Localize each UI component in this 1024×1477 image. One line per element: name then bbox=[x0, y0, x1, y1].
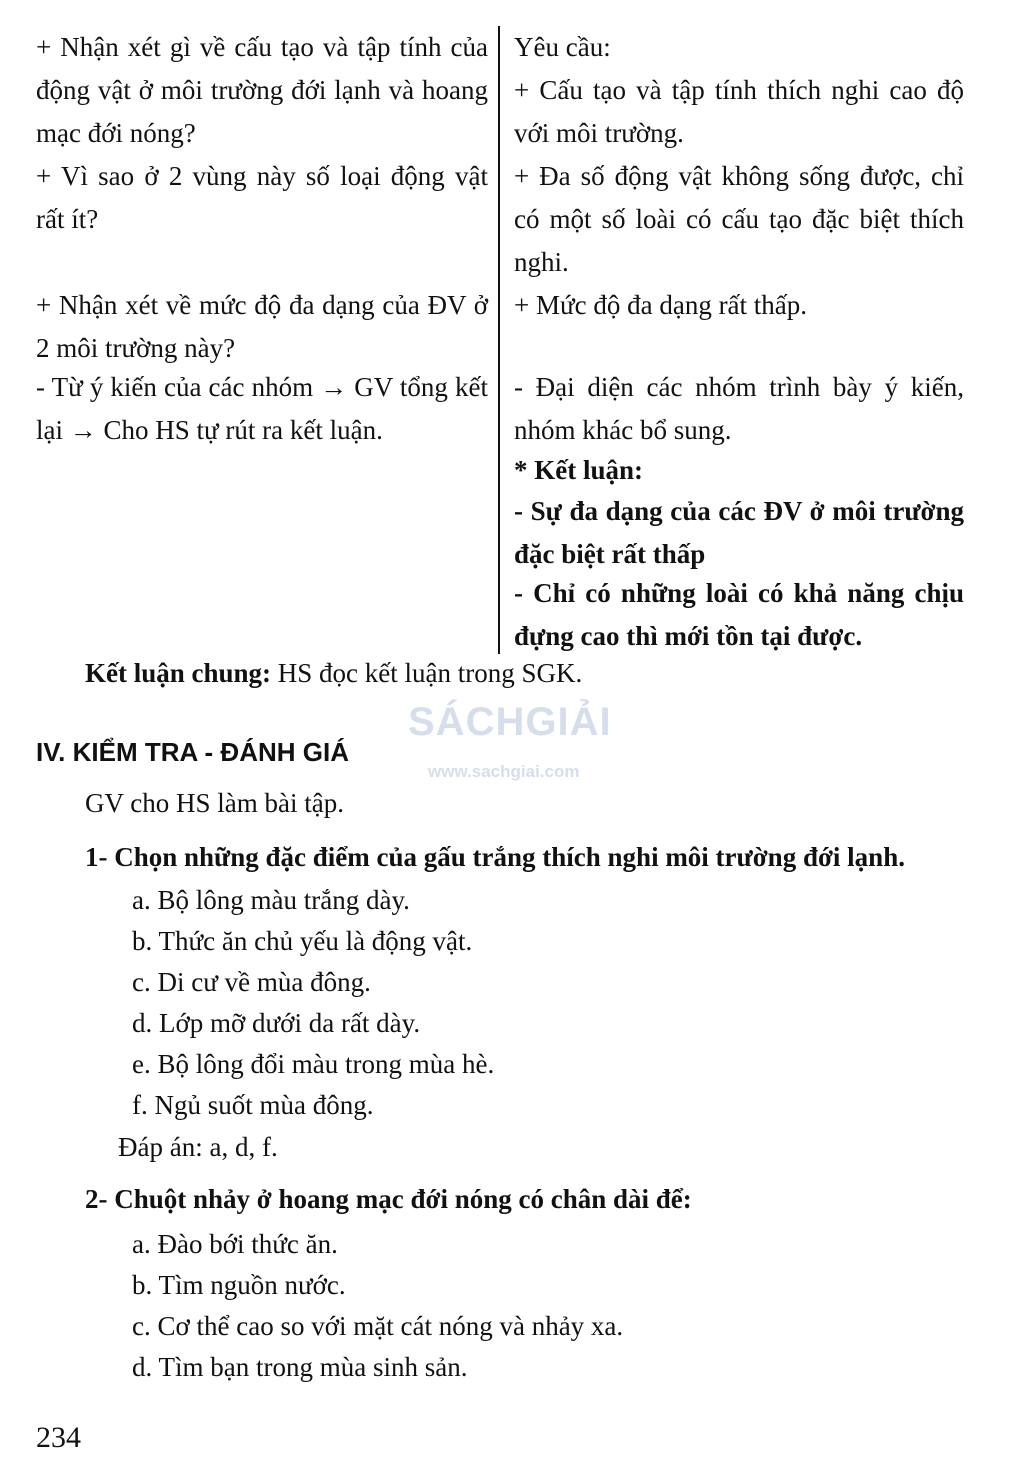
requirement-2: + Đa số động vật không sống được, chỉ có một số loài có cấu tạo đặc biệt thích nghi. bbox=[514, 161, 964, 277]
watermark bbox=[408, 700, 618, 790]
question-2-title: 2- Chuột nhảy ở hoang mạc đới nóng có chân dài để: bbox=[85, 1184, 692, 1214]
requirement-label: Yêu cầu: bbox=[514, 32, 611, 62]
general-conclusion bbox=[85, 652, 582, 695]
general-conclusion-text: HS đọc kết luận trong SGK. bbox=[271, 658, 583, 688]
left-summary: - Từ ý kiến của các nhóm → GV tổng kết lại → Cho HS tự rút ra kết luận. bbox=[36, 372, 488, 445]
question-1-title: 1- Chọn những đặc điểm của gấu trắng thích nghi môi trường đới lạnh. bbox=[85, 842, 905, 872]
question-2-options bbox=[132, 1224, 623, 1388]
conclusion-point-1: - Sự đa dạng của các ĐV ở môi trường đặc biệt rất thấp bbox=[514, 496, 964, 569]
conclusion-point-2: - Chỉ có những loài có khả năng chịu đựng cao thì mới tồn tại được. bbox=[514, 578, 964, 651]
list-item: a. Đào bới thức ăn. bbox=[132, 1229, 338, 1259]
question-1-options bbox=[132, 880, 494, 1126]
activity-table bbox=[36, 26, 966, 654]
left-question-2: + Vì sao ở 2 vùng này số loại động vật rất ít? bbox=[36, 161, 488, 234]
list-item: d. Tìm bạn trong mùa sinh sản. bbox=[132, 1352, 468, 1382]
list-item: b. Tìm nguồn nước. bbox=[132, 1270, 346, 1300]
list-item: c. Cơ thể cao so với mặt cát nóng và nhảy xa. bbox=[132, 1311, 624, 1341]
list-item: f. Ngủ suốt mùa đông. bbox=[132, 1090, 374, 1120]
watermark-logo: SÁCHGIẢI bbox=[408, 700, 612, 744]
page-number: 234 bbox=[36, 1421, 81, 1454]
list-item: c. Di cư về mùa đông. bbox=[132, 967, 371, 997]
conclusion-label: * Kết luận: bbox=[514, 455, 644, 485]
section-intro: GV cho HS làm bài tập. bbox=[85, 788, 344, 818]
group-presentation: - Đại diện các nhóm trình bày ý kiến, nhóm khác bổ sung. bbox=[514, 372, 964, 445]
question-1-answer: Đáp án: a, d, f. bbox=[118, 1132, 278, 1162]
list-item: d. Lớp mỡ dưới da rất dày. bbox=[132, 1008, 421, 1038]
requirement-1: + Cấu tạo và tập tính thích nghi cao độ với môi trường. bbox=[514, 75, 964, 148]
list-item: e. Bộ lông đổi màu trong mùa hè. bbox=[132, 1049, 495, 1079]
requirement-3: + Mức độ đa dạng rất thấp. bbox=[514, 290, 808, 320]
list-item: b. Thức ăn chủ yếu là động vật. bbox=[132, 926, 473, 956]
column-divider bbox=[498, 26, 500, 654]
left-question-1: + Nhận xét gì về cấu tạo và tập tính của động vật ở môi trường đới lạnh và hoang mạc đới nóng? bbox=[36, 32, 488, 148]
general-conclusion-label: Kết luận chung: bbox=[85, 658, 272, 688]
left-question-3: + Nhận xét về mức độ đa dạng của ĐV ở 2 môi trường này? bbox=[36, 290, 488, 363]
watermark-url: www.sachgiai.com bbox=[428, 762, 580, 781]
list-item: a. Bộ lông màu trắng dày. bbox=[132, 885, 410, 915]
section-heading: IV. KIỂM TRA - ĐÁNH GIÁ bbox=[36, 737, 349, 767]
